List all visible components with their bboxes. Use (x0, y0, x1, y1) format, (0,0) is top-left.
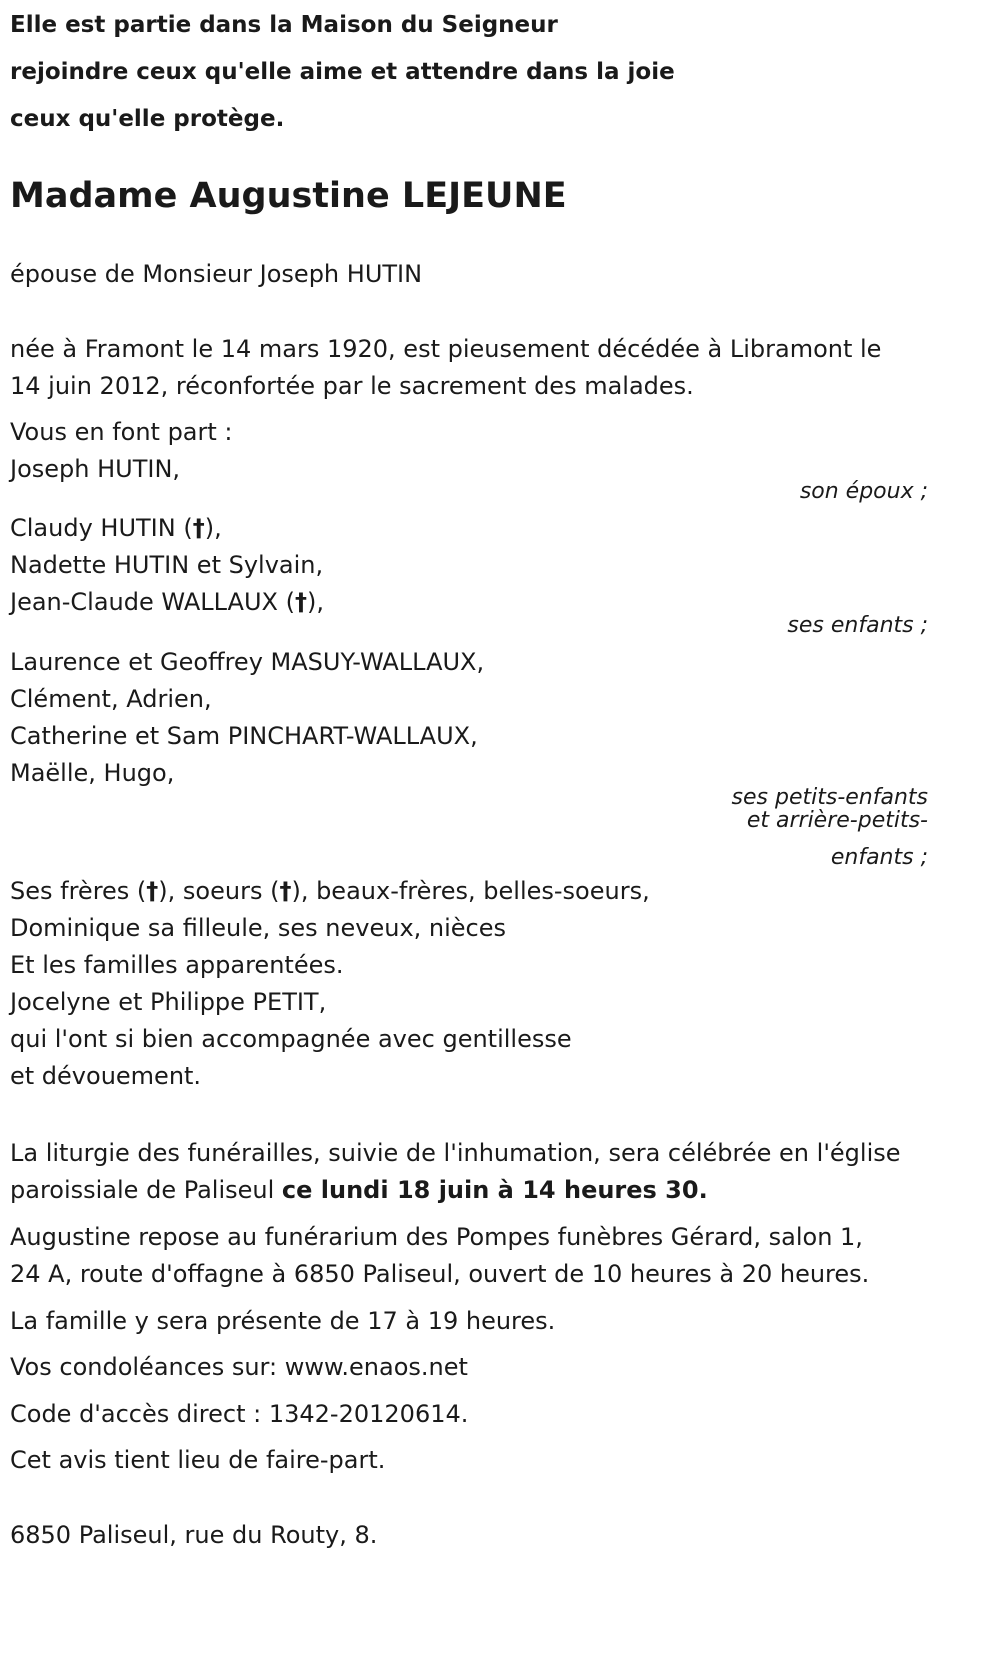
birth-death-line: née à Framont le 14 mars 1920, est pieusement décédée à Libramont le (10, 335, 882, 363)
relation-grandchildren: ses petits-enfants et arrière-petits- enfants ; (731, 785, 928, 870)
grandchild-member: Clément, Adrien, (10, 685, 212, 713)
relatives-line: Jocelyne et Philippe PETIT, (10, 988, 327, 1016)
repose-info (10, 1219, 869, 1293)
cross-symbol: † (294, 588, 307, 616)
grandchild-member: Maëlle, Hugo, (10, 759, 175, 787)
relatives-line: Dominique sa filleule, ses neveux, nièces (10, 914, 507, 942)
siblings-line: Ses frères (†), soeurs (†), beaux-frères, belles-soeurs, (10, 877, 650, 905)
relatives-line: qui l'ont si bien accompagnée avec gentillesse (10, 1025, 572, 1053)
child-member: Nadette HUTIN et Sylvain, (10, 551, 324, 579)
cross-symbol: † (192, 514, 205, 542)
intro-line: Elle est partie dans la Maison du Seigneur (10, 12, 558, 38)
cross-symbol: † (279, 877, 292, 905)
birth-death-line: 14 juin 2012, réconfortée par le sacrement des malades. (10, 372, 694, 400)
intro-verse (10, 2, 675, 143)
birth-death-info (10, 331, 881, 405)
repose-line: Augustine repose au funérarium des Pompes funèbres Gérard, salon 1, (10, 1223, 863, 1251)
condolences-line: Vos condoléances sur: www.enaos.net (10, 1353, 468, 1381)
children-group (10, 510, 324, 621)
deceased-name: Madame Augustine LEJEUNE (10, 176, 567, 216)
liturgy-line: paroissiale de Paliseul ce lundi 18 juin à 14 heures 30. (10, 1176, 708, 1204)
grandchild-member: Catherine et Sam PINCHART-WALLAUX, (10, 722, 478, 750)
repose-line: 24 A, route d'offagne à 6850 Paliseul, ouvert de 10 heures à 20 heures. (10, 1260, 870, 1288)
relatives-line: Et les familles apparentées. (10, 951, 344, 979)
relation-spouse: son époux ; (799, 479, 928, 504)
relation-children: ses enfants ; (787, 613, 928, 638)
relatives-line: et dévouement. (10, 1062, 202, 1090)
spouse-member: Joseph HUTIN, (10, 455, 181, 483)
intro-line: ceux qu'elle protège. (10, 106, 285, 132)
cross-symbol: † (146, 877, 159, 905)
grandchildren-group (10, 644, 484, 792)
spouse-line: épouse de Monsieur Joseph HUTIN (10, 260, 423, 288)
grandchild-member: Laurence et Geoffrey MASUY-WALLAUX, (10, 648, 485, 676)
intro-line: rejoindre ceux qu'elle aime et attendre dans la joie (10, 59, 675, 85)
liturgy-info (10, 1135, 901, 1209)
child-member: Claudy HUTIN (†), (10, 514, 222, 542)
notice-line: Cet avis tient lieu de faire-part. (10, 1446, 386, 1474)
address-line: 6850 Paliseul, rue du Routy, 8. (10, 1521, 378, 1549)
funeral-date: ce lundi 18 juin à 14 heures 30. (281, 1176, 708, 1204)
family-presence: La famille y sera présente de 17 à 19 heures. (10, 1307, 556, 1335)
other-relatives (10, 873, 650, 1095)
child-member: Jean-Claude WALLAUX (†), (10, 588, 324, 616)
announce-line: Vous en font part : (10, 418, 233, 446)
access-code: Code d'accès direct : 1342-20120614. (10, 1400, 469, 1428)
liturgy-line: La liturgie des funérailles, suivie de l'inhumation, sera célébrée en l'église (10, 1139, 901, 1167)
